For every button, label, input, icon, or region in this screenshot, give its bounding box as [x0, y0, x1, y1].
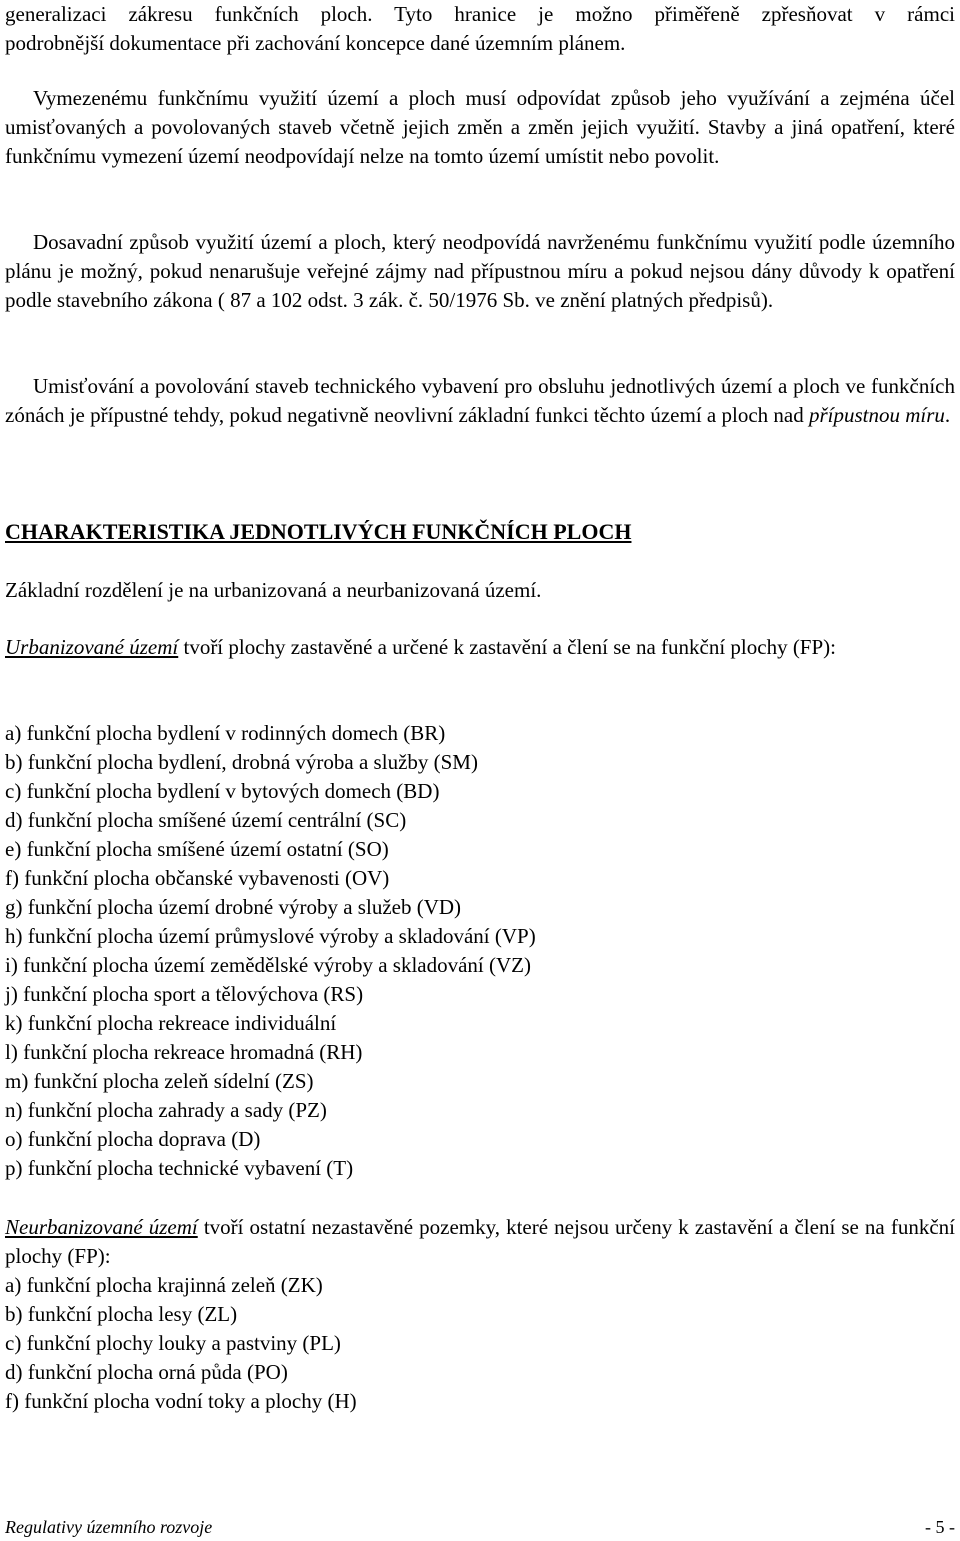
- paragraph-existing-use: Dosavadní způsob využití území a ploch, který neodpovídá navrženému funkčnímu využití podle územního plánu je možný, pokud nenarušuje veřejné zájmy nad přípustnou míru a pokud nejsou dány důvody k opatření podle stavebního zákona ( 87 a 102 odst. 3 zák. č. 50/1976 Sb. ve znění platných předpisů).: [5, 230, 955, 312]
- list-item: b) funkční plocha bydlení, drobná výroba a služby (SM): [5, 750, 478, 774]
- list-item: k) funkční plocha rekreace individuální: [5, 1011, 337, 1035]
- nonurban-intro-text: tvoří ostatní nezastavěné pozemky, které nejsou určeny k zastavění a člení se na funkční plochy (FP):: [5, 1215, 955, 1268]
- footer-title: Regulativy územního rozvoje: [5, 1517, 213, 1537]
- paragraph-technical-italic: přípustnou míru: [808, 403, 945, 427]
- urban-fp-list: [5, 719, 955, 1183]
- list-item: c) funkční plocha bydlení v bytových domech (BD): [5, 779, 440, 803]
- list-item: l) funkční plocha rekreace hromadná (RH): [5, 1040, 363, 1064]
- paragraph-technical-end: .: [944, 403, 951, 427]
- list-item: h) funkční plocha území průmyslové výroby a skladování (VP): [5, 924, 536, 948]
- list-item: d) funkční plocha smíšené území centrální (SC): [5, 808, 407, 832]
- page-number: - 5 -: [925, 1517, 955, 1537]
- nonurban-fp-list: [5, 1271, 955, 1416]
- urban-intro-text: tvoří plochy zastavěné a určené k zastavění a člení se na funkční plochy (FP):: [178, 635, 836, 659]
- list-item: e) funkční plocha smíšené území ostatní (SO): [5, 837, 389, 861]
- paragraph-technical-text: Umisťování a povolování staveb technického vybavení pro obsluhu jednotlivých území a ploch ve funkčních zónách je přípustné tehdy, pokud negativně neovlivní základní funkci těchto území a ploch nad: [5, 374, 955, 427]
- basic-division: Základní rozdělení je na urbanizovaná a neurbanizovaná území.: [5, 578, 542, 602]
- list-item: b) funkční plocha lesy (ZL): [5, 1302, 238, 1326]
- intro-line-2: podrobnější dokumentace při zachování koncepce dané územním plánem.: [5, 31, 626, 55]
- list-item: p) funkční plocha technické vybavení (T): [5, 1156, 354, 1180]
- list-item: c) funkční plochy louky a pastviny (PL): [5, 1331, 341, 1355]
- list-item: j) funkční plocha sport a tělovýchova (RS): [5, 982, 364, 1006]
- urban-term: Urbanizované území: [5, 635, 179, 659]
- nonurban-intro: [5, 1213, 955, 1271]
- page-footer: [5, 1516, 955, 1538]
- paragraph-usage: Vymezenému funkčnímu využití území a ploch musí odpovídat způsob jeho využívání a zejména účel umisťovaných a povolovaných staveb včetně jejich změn a změn jejich využití. Stavby a jiná opatření, které funkčnímu vymezení území neodpovídají nelze na tomto území umístit nebo povolit.: [5, 86, 955, 168]
- intro-line-1: generalizaci zákresu funkčních ploch. Tyto hranice je možno přiměřeně zpřesňovat v rámci: [5, 2, 955, 26]
- list-item: f) funkční plocha občanské vybavenosti (OV): [5, 866, 390, 890]
- section-heading: CHARAKTERISTIKA JEDNOTLIVÝCH FUNKČNÍCH PLOCH: [5, 519, 632, 544]
- paragraph-technical: [5, 372, 955, 430]
- urban-intro: [5, 633, 955, 662]
- list-item: g) funkční plocha území drobné výroby a služeb (VD): [5, 895, 462, 919]
- list-item: i) funkční plocha území zemědělské výroby a skladování (VZ): [5, 953, 531, 977]
- list-item: f) funkční plocha vodní toky a plochy (H): [5, 1389, 357, 1413]
- list-item: o) funkční plocha doprava (D): [5, 1127, 261, 1151]
- list-item: m) funkční plocha zeleň sídelní (ZS): [5, 1069, 314, 1093]
- list-item: a) funkční plocha bydlení v rodinných domech (BR): [5, 721, 446, 745]
- list-item: a) funkční plocha krajinná zeleň (ZK): [5, 1273, 323, 1297]
- list-item: n) funkční plocha zahrady a sady (PZ): [5, 1098, 327, 1122]
- nonurban-term: Neurbanizované území: [5, 1215, 198, 1239]
- list-item: d) funkční plocha orná půda (PO): [5, 1360, 288, 1384]
